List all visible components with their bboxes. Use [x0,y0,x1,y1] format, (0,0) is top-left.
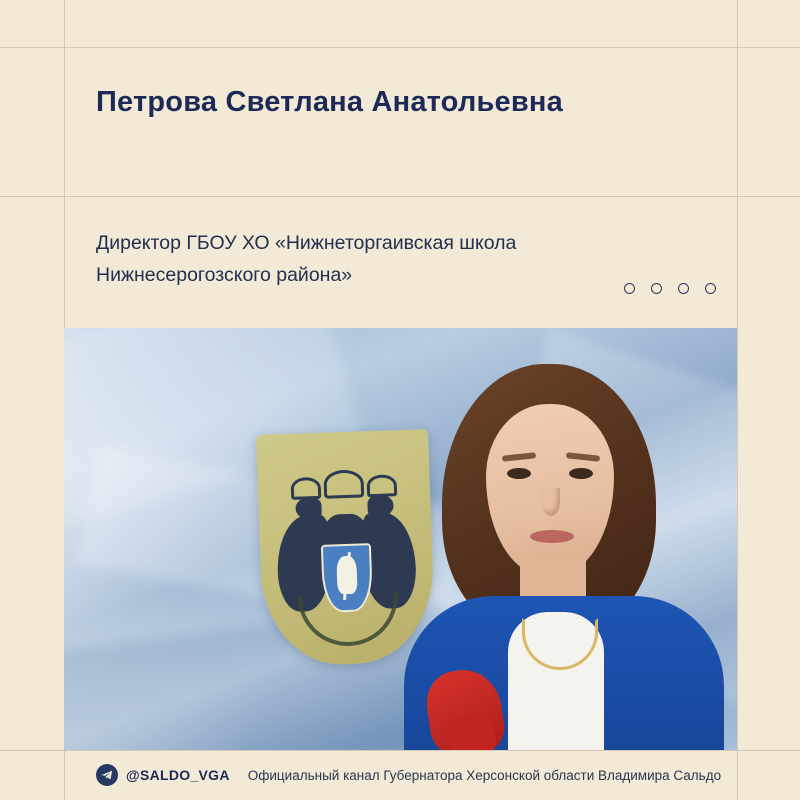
slide-indicator-dots [624,283,716,294]
person-role: Директор ГБОУ ХО «Нижнеторгаивская школа Нижнесерогозского района» [96,232,517,286]
telegram-icon [96,764,118,786]
footer-description: Официальный канал Губернатора Херсонской области Владимира Сальдо [247,767,722,783]
dot-indicator [624,283,635,294]
dot-indicator [705,283,716,294]
laurel-wreath-icon [298,590,400,647]
dot-indicator [678,283,689,294]
eye [507,468,531,479]
person-figure [390,350,737,750]
crown-icon [323,469,364,498]
guide-line-horizontal-middle [0,196,800,197]
footer-bar [0,750,800,800]
telegram-handle: @SALDO_VGA [126,767,230,783]
nose [542,488,560,516]
guide-line-vertical-right [737,0,738,800]
telegram-channel-badge[interactable] [96,764,230,786]
portrait-photo [64,328,737,750]
dot-indicator [651,283,662,294]
eye [569,468,593,479]
mouth [530,530,574,543]
person-name: Петрова Светлана Анатольевна [96,86,563,118]
guide-line-horizontal-top [0,47,800,48]
